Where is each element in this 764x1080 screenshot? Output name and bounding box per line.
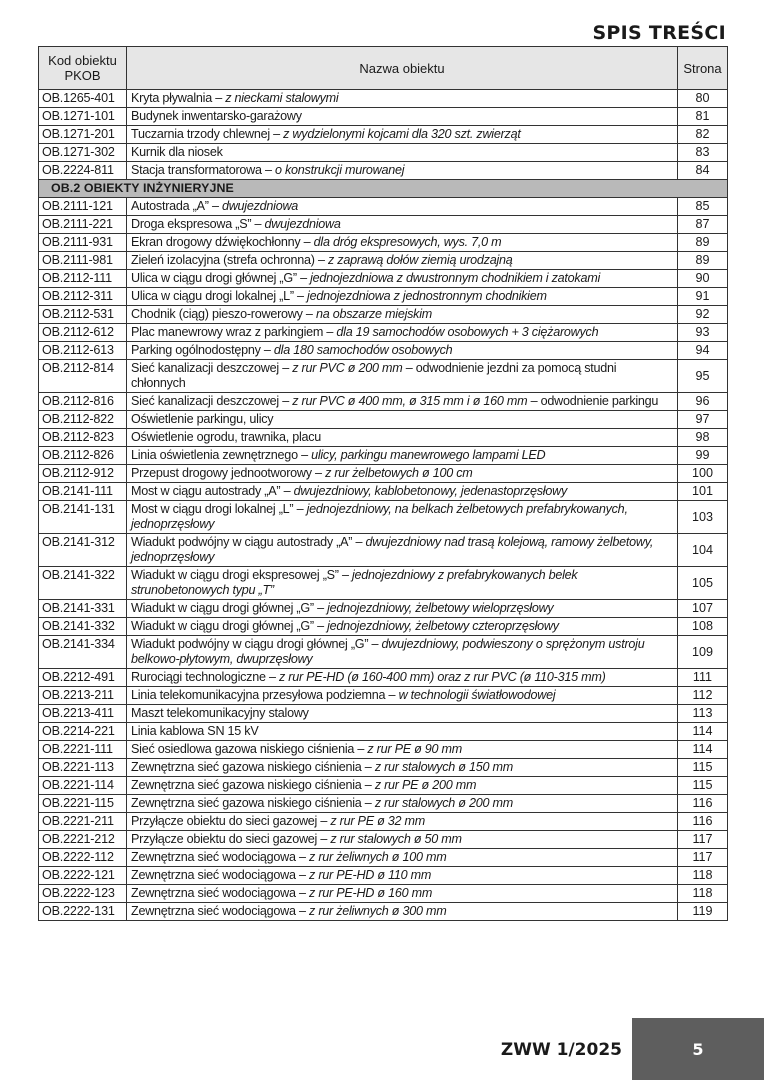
object-name: Chodnik (ciąg) pieszo-rowerowy xyxy=(131,307,303,321)
object-name-cell xyxy=(127,600,678,618)
header-code: Kod obiektu PKOB xyxy=(39,47,127,90)
object-name-cell xyxy=(127,741,678,759)
page-ref: 97 xyxy=(678,411,728,429)
object-detail: – z zaprawą dołów ziemią urodzajną xyxy=(314,253,513,267)
table-row xyxy=(39,126,728,144)
page-ref: 112 xyxy=(678,687,728,705)
object-name-cell xyxy=(127,198,678,216)
object-detail: – w technologii światłowodowej xyxy=(385,688,556,702)
page-ref: 103 xyxy=(678,501,728,534)
object-code: OB.1265-401 xyxy=(39,90,127,108)
page-ref: 116 xyxy=(678,813,728,831)
object-name-cell xyxy=(127,534,678,567)
object-detail: – z rur PE ø 200 mm xyxy=(361,778,477,792)
object-name: Plac manewrowy wraz z parkingiem xyxy=(131,325,324,339)
page-ref: 99 xyxy=(678,447,728,465)
object-name: Zewnętrzna sieć wodociągowa xyxy=(131,904,296,918)
object-name-cell xyxy=(127,234,678,252)
object-detail: – jednojezdniowa z jednostronnym chodnikiem xyxy=(293,289,547,303)
object-code: OB.2213-211 xyxy=(39,687,127,705)
object-name-cell xyxy=(127,795,678,813)
object-name-cell xyxy=(127,306,678,324)
object-detail: – o konstrukcji murowanej xyxy=(261,163,405,177)
table-row xyxy=(39,741,728,759)
object-name: Przyłącze obiektu do sieci gazowej xyxy=(131,832,318,846)
header-name: Nazwa obiektu xyxy=(127,47,678,90)
object-detail: – dla dróg ekspresowych, wys. 7,0 m xyxy=(300,235,502,249)
object-name: Ulica w ciągu drogi lokalnej „L” xyxy=(131,289,294,303)
object-detail-tail: – odwodnienie parkingu xyxy=(527,394,659,408)
footer xyxy=(0,1018,764,1080)
object-name: Tuczarnia trzody chlewnej xyxy=(131,127,270,141)
object-detail: – dwujezdniowy, podwieszony o sprężonym ustroju belkowo-płytowym, dwuprzęsłowy xyxy=(131,637,645,666)
object-detail: – na obszarze miejskim xyxy=(302,307,433,321)
object-code: OB.2213-411 xyxy=(39,705,127,723)
object-code: OB.2111-931 xyxy=(39,234,127,252)
object-code: OB.2112-822 xyxy=(39,411,127,429)
page-ref: 90 xyxy=(678,270,728,288)
object-detail: – dla 180 samochodów osobowych xyxy=(260,343,453,357)
page-ref: 98 xyxy=(678,429,728,447)
object-name: Ekran drogowy dźwiękochłonny xyxy=(131,235,301,249)
object-code: OB.2214-221 xyxy=(39,723,127,741)
page-ref: 118 xyxy=(678,885,728,903)
table-row xyxy=(39,795,728,813)
page-ref: 109 xyxy=(678,636,728,669)
page-ref: 82 xyxy=(678,126,728,144)
object-detail: – ulicy, parkingu manewrowego lampami LED xyxy=(297,448,546,462)
object-name: Kryta pływalnia xyxy=(131,91,212,105)
object-detail: – z nieckami stalowymi xyxy=(211,91,339,105)
table-row xyxy=(39,144,728,162)
object-code: OB.2221-114 xyxy=(39,777,127,795)
object-name-cell xyxy=(127,885,678,903)
object-name: Stacja transformatorowa xyxy=(131,163,262,177)
page-ref: 94 xyxy=(678,342,728,360)
object-name: Zewnętrzna sieć wodociągowa xyxy=(131,886,296,900)
table-row xyxy=(39,288,728,306)
object-detail: – z rur PVC ø 400 mm, ø 315 mm i ø 160 mm xyxy=(278,394,528,408)
table-header xyxy=(39,47,728,90)
object-detail: – z rur PE ø 90 mm xyxy=(354,742,463,756)
page-ref: 111 xyxy=(678,669,728,687)
table-row xyxy=(39,429,728,447)
page-ref: 80 xyxy=(678,90,728,108)
object-name: Przepust drogowy jednootworowy xyxy=(131,466,312,480)
object-code: OB.2141-331 xyxy=(39,600,127,618)
table-row xyxy=(39,618,728,636)
table-row xyxy=(39,90,728,108)
object-detail: – z rur stalowych ø 200 mm xyxy=(361,796,513,810)
object-detail: – jednojezdniowy, żelbetowy wieloprzęsłowy xyxy=(313,601,554,615)
table-row xyxy=(39,669,728,687)
object-name: Parking ogólnodostępny xyxy=(131,343,261,357)
object-name-cell xyxy=(127,429,678,447)
object-code: OB.2112-531 xyxy=(39,306,127,324)
object-name: Most w ciągu autostrady „A” xyxy=(131,484,281,498)
table-row xyxy=(39,465,728,483)
table-row xyxy=(39,393,728,411)
table-row xyxy=(39,777,728,795)
object-name: Zieleń izolacyjna (strefa ochronna) xyxy=(131,253,315,267)
object-name: Ulica w ciągu drogi głównej „G” xyxy=(131,271,297,285)
table-row xyxy=(39,759,728,777)
object-name-cell xyxy=(127,831,678,849)
object-name: Zewnętrzna sieć wodociągowa xyxy=(131,868,296,882)
object-name-cell xyxy=(127,393,678,411)
page-ref: 89 xyxy=(678,234,728,252)
object-detail: – jednojezdniowa z dwustronnym chodnikiem i zatokami xyxy=(296,271,600,285)
page-ref: 83 xyxy=(678,144,728,162)
page-ref: 87 xyxy=(678,216,728,234)
table-row xyxy=(39,216,728,234)
page-ref: 117 xyxy=(678,831,728,849)
table-row xyxy=(39,270,728,288)
page-ref: 117 xyxy=(678,849,728,867)
object-name-cell xyxy=(127,759,678,777)
section-row xyxy=(39,180,728,198)
object-detail: – dla 19 samochodów osobowych + 3 ciężarowych xyxy=(323,325,599,339)
page-ref: 107 xyxy=(678,600,728,618)
object-code: OB.2111-121 xyxy=(39,198,127,216)
table-body xyxy=(39,90,728,921)
object-name-cell xyxy=(127,567,678,600)
object-code: OB.2112-823 xyxy=(39,429,127,447)
object-name: Sieć kanalizacji deszczowej xyxy=(131,394,279,408)
object-name-cell xyxy=(127,162,678,180)
object-code: OB.2221-212 xyxy=(39,831,127,849)
object-name: Wiadukt podwójny w ciągu drogi głównej „G” xyxy=(131,637,369,651)
footer-publication: ZWW 1/2025 xyxy=(500,1040,622,1060)
section-heading: OB.2 OBIEKTY INŻYNIERYJNE xyxy=(39,180,728,198)
table-row xyxy=(39,849,728,867)
page-ref: 81 xyxy=(678,108,728,126)
object-name: Sieć kanalizacji deszczowej xyxy=(131,361,279,375)
object-code: OB.2112-912 xyxy=(39,465,127,483)
object-code: OB.2221-111 xyxy=(39,741,127,759)
object-code: OB.2112-311 xyxy=(39,288,127,306)
object-name-cell xyxy=(127,108,678,126)
table-row xyxy=(39,831,728,849)
object-detail: – z rur PE ø 32 mm xyxy=(317,814,426,828)
object-name-cell xyxy=(127,777,678,795)
object-detail: – jednojezdniowy, na belkach żelbetowych prefabrykowanych, jednoprzęsłowy xyxy=(131,502,628,531)
object-detail: – jednojezdniowy, żelbetowy czteroprzęsłowy xyxy=(313,619,559,633)
object-name-cell xyxy=(127,636,678,669)
object-detail-tail: – odwodnienie jezdni za pomocą studni chłonnych xyxy=(131,361,617,390)
object-code: OB.2212-491 xyxy=(39,669,127,687)
object-name: Kurnik dla niosek xyxy=(131,145,223,159)
page-ref: 113 xyxy=(678,705,728,723)
object-name-cell xyxy=(127,669,678,687)
object-code: OB.2112-826 xyxy=(39,447,127,465)
page-ref: 114 xyxy=(678,723,728,741)
object-code: OB.2222-131 xyxy=(39,903,127,921)
page-ref: 115 xyxy=(678,777,728,795)
toc-table xyxy=(38,46,728,921)
object-name-cell xyxy=(127,270,678,288)
object-detail: – dwujezdniowy, kablobetonowy, jedenastoprzęsłowy xyxy=(280,484,567,498)
footer-page-number: 5 xyxy=(632,1018,764,1080)
page-ref: 115 xyxy=(678,759,728,777)
object-name: Oświetlenie parkingu, ulicy xyxy=(131,412,274,426)
table-row xyxy=(39,705,728,723)
table-row xyxy=(39,342,728,360)
table-row xyxy=(39,867,728,885)
page-ref: 93 xyxy=(678,324,728,342)
page-ref: 119 xyxy=(678,903,728,921)
object-name-cell xyxy=(127,90,678,108)
object-name: Zewnętrzna sieć wodociągowa xyxy=(131,850,296,864)
object-name-cell xyxy=(127,903,678,921)
object-code: OB.2222-123 xyxy=(39,885,127,903)
object-name: Zewnętrzna sieć gazowa niskiego ciśnienia xyxy=(131,778,362,792)
object-code: OB.2221-113 xyxy=(39,759,127,777)
object-name: Most w ciągu drogi lokalnej „L” xyxy=(131,502,294,516)
table-row xyxy=(39,885,728,903)
table-row xyxy=(39,600,728,618)
object-name-cell xyxy=(127,447,678,465)
object-detail: – z rur żeliwnych ø 300 mm xyxy=(295,904,447,918)
page-ref: 100 xyxy=(678,465,728,483)
page-ref: 91 xyxy=(678,288,728,306)
page-ref: 105 xyxy=(678,567,728,600)
page-ref: 104 xyxy=(678,534,728,567)
object-code: OB.2112-613 xyxy=(39,342,127,360)
object-code: OB.2141-334 xyxy=(39,636,127,669)
object-code: OB.2112-111 xyxy=(39,270,127,288)
table-row xyxy=(39,306,728,324)
table-row xyxy=(39,447,728,465)
object-code: OB.2111-981 xyxy=(39,252,127,270)
table-row xyxy=(39,567,728,600)
object-name-cell xyxy=(127,126,678,144)
table-row xyxy=(39,813,728,831)
page-ref: 108 xyxy=(678,618,728,636)
object-code: OB.2141-312 xyxy=(39,534,127,567)
object-name-cell xyxy=(127,813,678,831)
page-ref: 84 xyxy=(678,162,728,180)
object-code: OB.2222-112 xyxy=(39,849,127,867)
object-code: OB.1271-302 xyxy=(39,144,127,162)
object-name-cell xyxy=(127,288,678,306)
object-code: OB.2112-816 xyxy=(39,393,127,411)
object-code: OB.1271-201 xyxy=(39,126,127,144)
object-name-cell xyxy=(127,252,678,270)
object-code: OB.1271-101 xyxy=(39,108,127,126)
page-ref: 89 xyxy=(678,252,728,270)
object-name-cell xyxy=(127,342,678,360)
page-ref: 101 xyxy=(678,483,728,501)
page-ref: 92 xyxy=(678,306,728,324)
object-code: OB.2221-115 xyxy=(39,795,127,813)
object-detail: – z rur PE-HD ø 110 mm xyxy=(295,868,432,882)
object-detail: – z rur stalowych ø 50 mm xyxy=(317,832,462,846)
object-name: Zewnętrzna sieć gazowa niskiego ciśnienia xyxy=(131,796,362,810)
object-name-cell xyxy=(127,360,678,393)
object-detail: – z rur stalowych ø 150 mm xyxy=(361,760,513,774)
object-code: OB.2141-131 xyxy=(39,501,127,534)
object-name-cell xyxy=(127,465,678,483)
object-name: Linia kablowa SN 15 kV xyxy=(131,724,259,738)
object-detail: – z rur PE-HD (ø 160-400 mm) oraz z rur PVC (ø 110-315 mm) xyxy=(265,670,606,684)
object-code: OB.2221-211 xyxy=(39,813,127,831)
object-name: Oświetlenie ogrodu, trawnika, placu xyxy=(131,430,322,444)
object-code: OB.2141-322 xyxy=(39,567,127,600)
object-name: Przyłącze obiektu do sieci gazowej xyxy=(131,814,318,828)
table-row xyxy=(39,411,728,429)
table-row xyxy=(39,360,728,393)
object-name-cell xyxy=(127,849,678,867)
object-name: Wiadukt w ciągu drogi głównej „G” xyxy=(131,601,314,615)
table-row xyxy=(39,501,728,534)
object-detail: – z rur PE-HD ø 160 mm xyxy=(295,886,433,900)
page-ref: 95 xyxy=(678,360,728,393)
header-page: Strona xyxy=(678,47,728,90)
object-name: Zewnętrzna sieć gazowa niskiego ciśnienia xyxy=(131,760,362,774)
table-row xyxy=(39,483,728,501)
page-ref: 118 xyxy=(678,867,728,885)
object-code: OB.2111-221 xyxy=(39,216,127,234)
object-code: OB.2112-814 xyxy=(39,360,127,393)
object-name-cell xyxy=(127,687,678,705)
object-name-cell xyxy=(127,483,678,501)
object-name: Budynek inwentarsko-garażowy xyxy=(131,109,302,123)
object-code: OB.2112-612 xyxy=(39,324,127,342)
table-row xyxy=(39,252,728,270)
object-detail: – jednojezdniowy z prefabrykowanych belek strunobetonowych typu „T” xyxy=(131,568,578,597)
object-name-cell xyxy=(127,144,678,162)
object-name-cell xyxy=(127,705,678,723)
table-row xyxy=(39,234,728,252)
object-code: OB.2222-121 xyxy=(39,867,127,885)
table-row xyxy=(39,198,728,216)
object-detail: – z rur żeliwnych ø 100 mm xyxy=(295,850,447,864)
table-row xyxy=(39,687,728,705)
object-name: Linia telekomunikacyjna przesyłowa podziemna xyxy=(131,688,386,702)
page-title: SPIS TREŚCI xyxy=(592,22,726,44)
object-name-cell xyxy=(127,618,678,636)
object-name: Maszt telekomunikacyjny stalowy xyxy=(131,706,309,720)
page-ref: 114 xyxy=(678,741,728,759)
object-name-cell xyxy=(127,501,678,534)
table-row xyxy=(39,162,728,180)
page-ref: 85 xyxy=(678,198,728,216)
object-name: Sieć osiedlowa gazowa niskiego ciśnienia xyxy=(131,742,355,756)
table-row xyxy=(39,903,728,921)
object-detail: – z rur żelbetowych ø 100 cm xyxy=(311,466,473,480)
object-name: Wiadukt podwójny w ciągu autostrady „A” xyxy=(131,535,353,549)
table-row xyxy=(39,534,728,567)
object-code: OB.2141-111 xyxy=(39,483,127,501)
object-name: Wiadukt w ciągu drogi głównej „G” xyxy=(131,619,314,633)
object-detail: – dwujezdniowa xyxy=(208,199,299,213)
object-detail: – dwujezdniowy nad trasą kolejową, ramowy żelbetowy, jednoprzęsłowy xyxy=(131,535,654,564)
object-name: Rurociągi technologiczne xyxy=(131,670,266,684)
table-row xyxy=(39,723,728,741)
object-name-cell xyxy=(127,867,678,885)
table-row xyxy=(39,108,728,126)
page-ref: 116 xyxy=(678,795,728,813)
object-name-cell xyxy=(127,324,678,342)
object-name-cell xyxy=(127,723,678,741)
object-detail: – dwujezdniowa xyxy=(251,217,341,231)
object-name: Linia oświetlenia zewnętrznego xyxy=(131,448,298,462)
object-code: OB.2224-811 xyxy=(39,162,127,180)
object-name: Droga ekspresowa „S” xyxy=(131,217,252,231)
object-name: Autostrada „A” xyxy=(131,199,209,213)
object-code: OB.2141-332 xyxy=(39,618,127,636)
table-row xyxy=(39,636,728,669)
object-detail: – z wydzielonymi kojcami dla 320 szt. zwierząt xyxy=(269,127,521,141)
object-detail: – z rur PVC ø 200 mm xyxy=(278,361,403,375)
object-name-cell xyxy=(127,411,678,429)
object-name: Wiadukt w ciągu drogi ekspresowej „S” xyxy=(131,568,339,582)
table-row xyxy=(39,324,728,342)
object-name-cell xyxy=(127,216,678,234)
page-ref: 96 xyxy=(678,393,728,411)
